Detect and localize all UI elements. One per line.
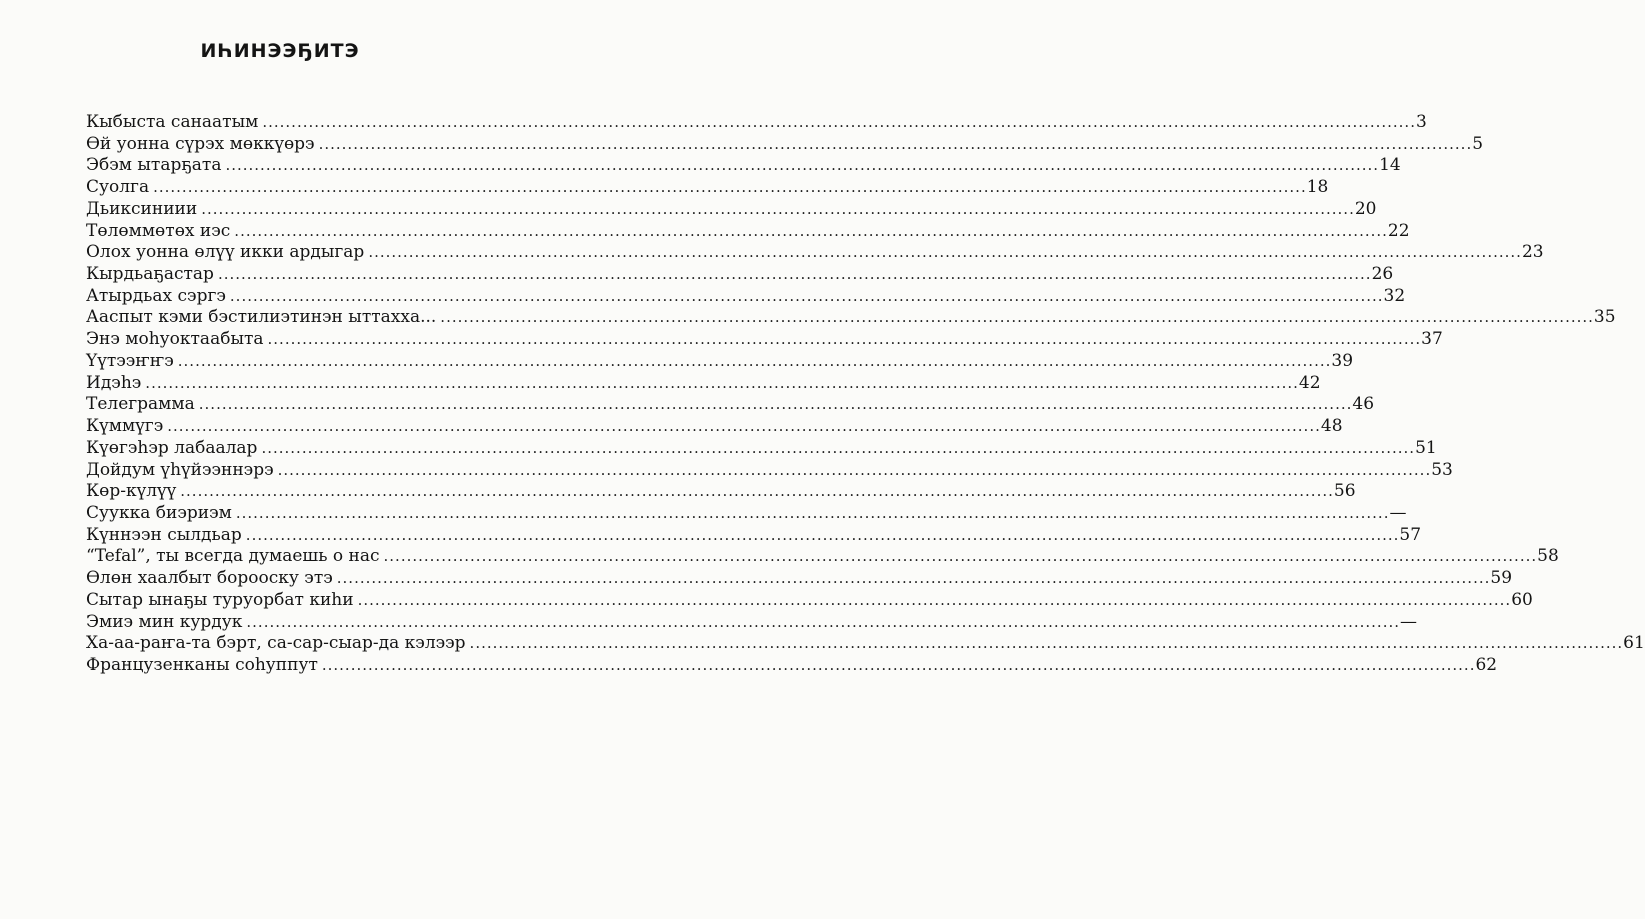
toc-entry-title: Кыбыста санаатым bbox=[86, 112, 259, 132]
toc-entry bbox=[86, 155, 1401, 177]
dot-leader: ........................................................................................................................................................................................................ bbox=[368, 243, 1522, 262]
toc-entry bbox=[86, 264, 1394, 286]
dot-leader: ........................................................................................................................................................................................................ bbox=[318, 134, 1473, 153]
toc-entry bbox=[86, 307, 1616, 329]
toc-entry-title: Энэ моһуоктаабыта bbox=[86, 329, 264, 350]
dot-leader: ........................................................................................................................................................................................................ bbox=[234, 221, 1388, 240]
dot-leader: ........................................................................................................................................................................................................ bbox=[246, 612, 1401, 631]
toc-entry-title: Суукка биэриэм bbox=[86, 502, 232, 523]
toc-entry-title: “Tefal”, ты всегда думаешь о нас bbox=[86, 546, 380, 567]
toc-entry-title: Көр-күлүү bbox=[86, 481, 177, 502]
toc-entry bbox=[86, 329, 1443, 351]
toc-entry-page-number: 56 bbox=[1333, 481, 1356, 502]
toc-entry-page-number: 3 bbox=[1415, 112, 1427, 132]
toc-entry bbox=[86, 459, 1453, 482]
toc-entry-page-number: 22 bbox=[1387, 220, 1410, 241]
dot-leader: ........................................................................................................................................................................................................ bbox=[277, 460, 1432, 479]
toc-entry bbox=[86, 589, 1533, 612]
toc-entry bbox=[86, 502, 1407, 525]
toc-entry-page-number: 62 bbox=[1475, 654, 1498, 675]
toc-entry bbox=[86, 133, 1484, 156]
toc-entry bbox=[86, 372, 1321, 395]
toc-entry-page-number: 32 bbox=[1383, 285, 1406, 306]
toc-entry-title: Күммүгэ bbox=[86, 416, 164, 437]
dot-leader: ........................................................................................................................................................................................................ bbox=[180, 482, 1334, 501]
dot-leader: ........................................................................................................................................................................................................ bbox=[267, 330, 1422, 349]
toc-entry-title: Олох уонна өлүү икки ардыгар bbox=[86, 242, 365, 263]
toc-entry-title: Төлөммөтөх иэс bbox=[86, 220, 231, 241]
dot-leader: ........................................................................................................................................................................................................ bbox=[321, 655, 1476, 674]
toc-entry-title: Сытар ынаҕы туруорбат киһи bbox=[86, 589, 354, 610]
toc-entry-page-number: 37 bbox=[1421, 329, 1443, 350]
toc-entry-page-number: 51 bbox=[1415, 437, 1437, 458]
page-title: ИҺИНЭЭҔИТЭ bbox=[200, 40, 360, 62]
toc-entry-page-number: 23 bbox=[1521, 242, 1544, 263]
dot-leader: ........................................................................................................................................................................................................ bbox=[167, 417, 1321, 436]
toc-entry bbox=[86, 112, 1427, 134]
toc-entry-page-number: 18 bbox=[1306, 177, 1329, 198]
toc-entry-title: Өлөн хаалбыт борооску этэ bbox=[86, 568, 333, 589]
toc-entry bbox=[86, 654, 1498, 677]
toc-entry-title: Телеграмма bbox=[86, 394, 195, 415]
dot-leader: ........................................................................................................................................................................................................ bbox=[357, 590, 1512, 609]
toc-entry-page-number: 39 bbox=[1331, 350, 1354, 371]
toc-entry bbox=[86, 198, 1377, 221]
toc-entry-title: Атырдьах сэргэ bbox=[86, 285, 226, 306]
toc-entry bbox=[86, 242, 1544, 264]
toc-entry-title: Эмиэ мин курдук bbox=[86, 611, 243, 632]
toc-entry bbox=[86, 394, 1375, 416]
toc-entry bbox=[86, 416, 1343, 438]
toc-entry bbox=[86, 177, 1329, 199]
dot-leader: ........................................................................................................................................................................................................ bbox=[469, 634, 1624, 653]
toc-entry-page-number: 57 bbox=[1399, 524, 1422, 545]
toc-entry bbox=[86, 546, 1559, 568]
toc-entry-page-number: — bbox=[1389, 502, 1407, 523]
toc-entry-page-number: — bbox=[1400, 611, 1418, 632]
toc-entry-page-number: 48 bbox=[1320, 416, 1343, 437]
dot-leader: ........................................................................................................................................................................................................ bbox=[235, 503, 1390, 522]
toc-entry-page-number: 14 bbox=[1379, 155, 1401, 176]
toc-entry-page-number: 60 bbox=[1511, 589, 1533, 610]
table-of-contents bbox=[86, 112, 1645, 677]
toc-entry bbox=[86, 611, 1418, 634]
dot-leader: ........................................................................................................................................................................................................ bbox=[229, 286, 1384, 305]
toc-entry-title: Күннээн сылдьар bbox=[86, 524, 242, 545]
toc-entry-title: Суолга bbox=[86, 177, 150, 198]
toc-entry-title: Французенканы соһуппут bbox=[86, 654, 318, 675]
toc-entry-title: Ааспыт кэми бэстилиэтинэн ыттахха... bbox=[86, 307, 437, 328]
toc-entry bbox=[86, 285, 1406, 308]
toc-entry-page-number: 35 bbox=[1593, 307, 1616, 328]
toc-entry bbox=[86, 220, 1410, 243]
toc-entry-page-number: 59 bbox=[1490, 568, 1513, 589]
dot-leader: ........................................................................................................................................................................................................ bbox=[440, 308, 1594, 327]
dot-leader: ........................................................................................................................................................................................................ bbox=[198, 395, 1353, 414]
toc-entry bbox=[86, 350, 1354, 373]
toc-entry-page-number: 26 bbox=[1371, 264, 1394, 285]
dot-leader: ........................................................................................................................................................................................................ bbox=[262, 113, 1416, 131]
dot-leader: ........................................................................................................................................................................................................ bbox=[177, 351, 1332, 370]
toc-entry bbox=[86, 524, 1422, 547]
toc-entry bbox=[86, 437, 1437, 460]
toc-entry bbox=[86, 633, 1645, 655]
toc-entry-page-number: 61 bbox=[1623, 633, 1645, 654]
toc-entry-page-number: 20 bbox=[1354, 198, 1377, 219]
toc-entry-page-number: 53 bbox=[1431, 459, 1453, 480]
toc-entry-title: Дьиксиниии bbox=[86, 198, 198, 219]
toc-entry-title: Идэһэ bbox=[86, 372, 142, 393]
dot-leader: ........................................................................................................................................................................................................ bbox=[336, 569, 1491, 588]
toc-entry bbox=[86, 481, 1356, 503]
toc-entry-page-number: 42 bbox=[1298, 372, 1321, 393]
toc-entry-page-number: 5 bbox=[1472, 133, 1484, 154]
toc-entry-title: Өй уонна сүрэх мөккүөрэ bbox=[86, 133, 315, 154]
dot-leader: ........................................................................................................................................................................................................ bbox=[153, 178, 1307, 197]
toc-entry-page-number: 58 bbox=[1537, 546, 1559, 567]
dot-leader: ........................................................................................................................................................................................................ bbox=[145, 373, 1299, 392]
dot-leader: ........................................................................................................................................................................................................ bbox=[225, 156, 1380, 175]
toc-entry-title: Эбэм ытарҕата bbox=[86, 155, 222, 176]
toc-entry-title: Ха-аа-раҥа-та бэрт, са-сар-сыар-да кэлээр bbox=[86, 633, 466, 654]
toc-entry-title: Үүтээҥҥэ bbox=[86, 350, 174, 371]
dot-leader: ........................................................................................................................................................................................................ bbox=[201, 199, 1355, 218]
dot-leader: ........................................................................................................................................................................................................ bbox=[261, 438, 1416, 457]
toc-entry-page-number: 46 bbox=[1352, 394, 1375, 415]
dot-leader: ........................................................................................................................................................................................................ bbox=[245, 525, 1400, 544]
toc-entry bbox=[86, 568, 1513, 590]
dot-leader: ........................................................................................................................................................................................................ bbox=[217, 265, 1372, 284]
toc-entry-title: Дойдум үһүйээннэрэ bbox=[86, 459, 274, 480]
toc-entry-title: Күөгэһэр лабаалар bbox=[86, 437, 258, 458]
toc-entry-title: Кырдьаҕастар bbox=[86, 264, 214, 285]
dot-leader: ........................................................................................................................................................................................................ bbox=[383, 547, 1538, 566]
